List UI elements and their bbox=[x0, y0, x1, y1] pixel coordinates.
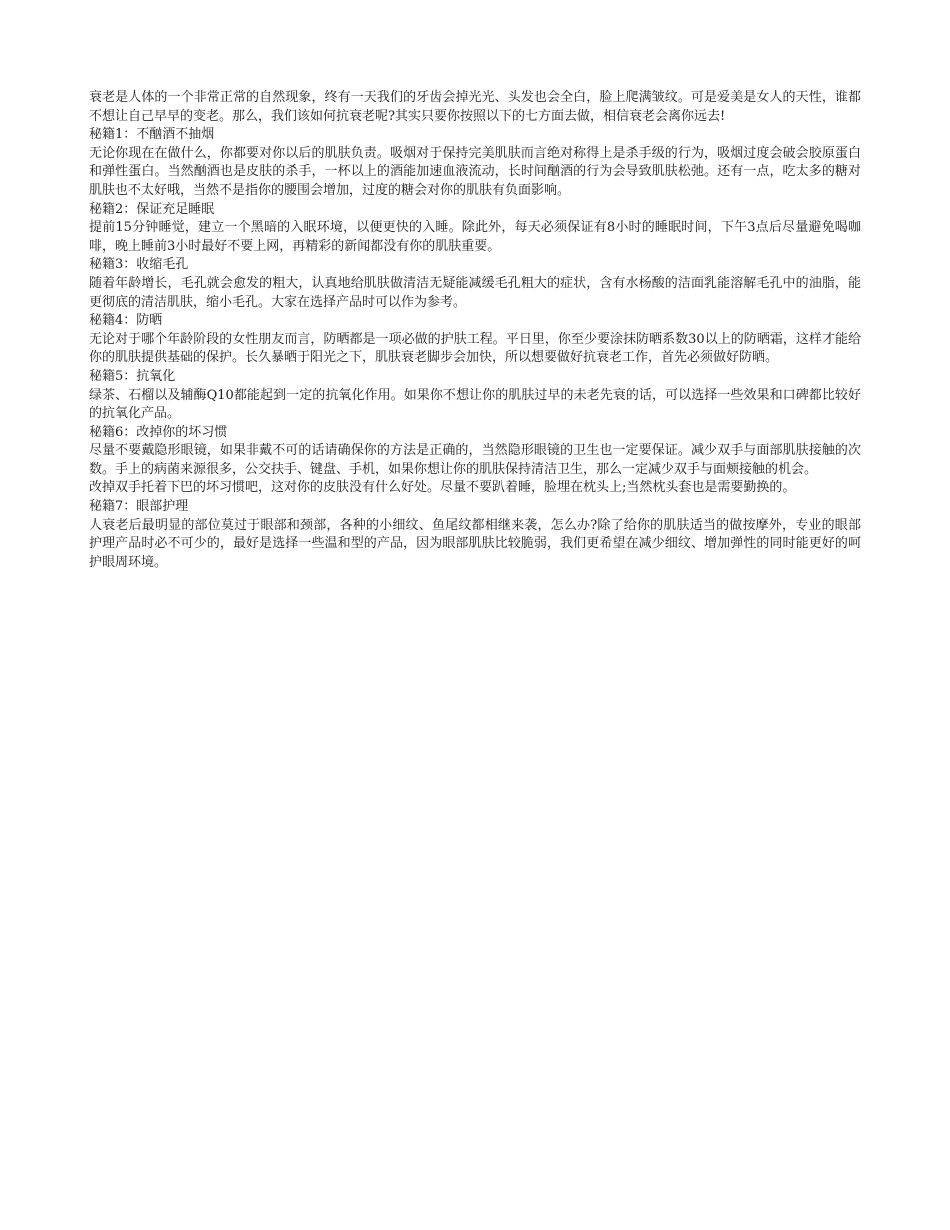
section-heading: 秘籍1：不酗酒不抽烟 bbox=[89, 127, 215, 143]
section-paragraph: 人衰老后最明显的部位莫过于眼部和颈部，各种的小细纹、鱼尾纹都相继来袭，怎么办?除了给你的肌肤适当的做按摩外，专业的眼部护理产品时必不可少的，最好是选择一些温和型的产品，因为眼部肌肤比较脆弱，我们更希望在减少细纹、增加弹性的同时能更好的呵护眼周环境。 bbox=[89, 517, 861, 570]
section-heading: 秘籍3：收缩毛孔 bbox=[89, 257, 189, 273]
section-heading: 秘籍4：防晒 bbox=[89, 313, 163, 329]
section-paragraph: 尽量不要戴隐形眼镜，如果非戴不可的话请确保你的方法是正确的，当然隐形眼镜的卫生也一定要保证。减少双手与面部肌肤接触的次数。手上的病菌来源很多，公交扶手、键盘、手机，如果你想让你的肌肤保持清洁卫生，那么一定减少双手与面颊接触的机会。 bbox=[89, 443, 861, 477]
section-6 bbox=[89, 424, 861, 498]
section-paragraph: 绿茶、石榴以及辅酶Q10都能起到一定的抗氧化作用。如果你不想让你的肌肤过早的未老先衰的话，可以选择一些效果和口碑都比较好的抗氧化产品。 bbox=[89, 387, 861, 422]
article bbox=[89, 89, 861, 572]
section-heading: 秘籍6：改掉你的坏习惯 bbox=[89, 424, 228, 440]
section-paragraph: 无论对于哪个年龄阶段的女性朋友而言，防晒都是一项必做的护肤工程。平日里，你至少要涂抹防晒系数30以上的防晒霜，这样才能给你的肌肤提供基础的保护。长久暴晒于阳光之下，肌肤衰老脚步会加快，所以想要做好抗衰老工作，首先必须做好防晒。 bbox=[89, 331, 861, 366]
intro-paragraph: 衰老是人体的一个非常正常的自然现象，终有一天我们的牙齿会掉光光、头发也会全白，脸上爬满皱纹。可是爱美是女人的天性，谁都不想让自己早早的变老。那么，我们该如何抗衰老呢?其实只要你按照以下的七方面去做，相信衰老会离你远去! bbox=[89, 90, 861, 124]
section-7 bbox=[89, 498, 861, 572]
section-heading: 秘籍2：保证充足睡眠 bbox=[89, 201, 215, 217]
section-2 bbox=[89, 201, 861, 257]
section-5 bbox=[89, 368, 861, 424]
section-paragraph: 随着年龄增长，毛孔就会愈发的粗大，认真地给肌肤做清洁无疑能减缓毛孔粗大的症状，含有水杨酸的洁面乳能溶解毛孔中的油脂，能更彻底的清洁肌肤，缩小毛孔。大家在选择产品时可以作为参考。 bbox=[89, 275, 861, 310]
section-3 bbox=[89, 256, 861, 312]
section-heading: 秘籍7：眼部护理 bbox=[89, 499, 189, 515]
section-paragraph: 无论你现在在做什么，你都要对你以后的肌肤负责。吸烟对于保持完美肌肤而言绝对称得上是杀手级的行为，吸烟过度会破会胶原蛋白和弹性蛋白。当然酗酒也是皮肤的杀手，一杯以上的酒能加速血液流动，长时间酗酒的行为会导致肌肤松弛。还有一点，吃太多的糖对肌肤也不太好哦，当然不是指你的腰围会增加，过度的糖会对你的肌肤有负面影响。 bbox=[89, 145, 861, 198]
section-1 bbox=[89, 126, 861, 200]
section-paragraph: 提前15分钟睡觉，建立一个黑暗的入眠环境，以便更快的入睡。除此外，每天必须保证有8小时的睡眠时间，下午3点后尽量避免喝咖啡，晚上睡前3小时最好不要上网，再精彩的新闻都没有你的肌肤重要。 bbox=[89, 220, 861, 254]
section-heading: 秘籍5：抗氧化 bbox=[89, 368, 176, 384]
section-paragraph: 改掉双手托着下巴的坏习惯吧，这对你的皮肤没有什么好处。尽量不要趴着睡，脸埋在枕头上;当然枕头套也是需要勤换的。 bbox=[89, 480, 796, 496]
section-4 bbox=[89, 312, 861, 368]
